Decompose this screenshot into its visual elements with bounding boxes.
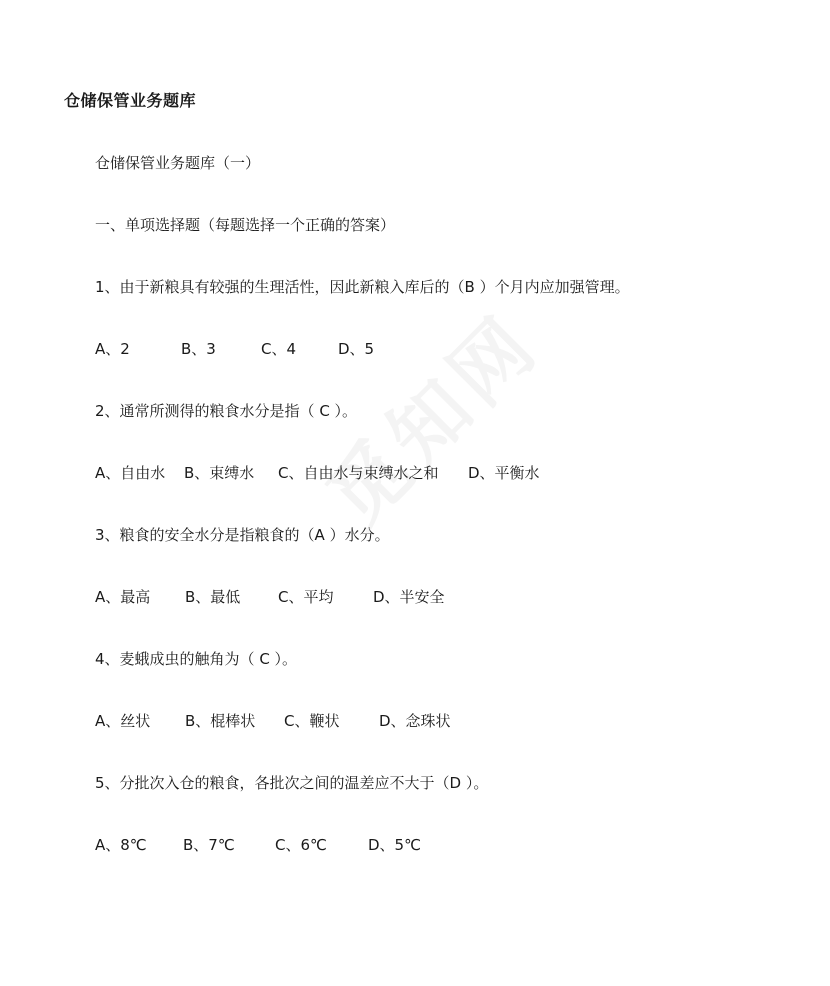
question-3-options <box>95 586 445 608</box>
document-subtitle: 仓储保管业务题库（一） <box>95 154 261 172</box>
option-c: C、平均 <box>278 588 334 606</box>
section-heading: 一、单项选择题（每题选择一个正确的答案） <box>95 216 396 234</box>
option-b: B、3 <box>181 340 216 358</box>
option-c: C、4 <box>261 340 297 358</box>
option-a: A、最高 <box>95 588 151 606</box>
option-a: A、自由水 <box>95 464 166 482</box>
question-4-text: 4、麦蛾成虫的触角为（ C ）。 <box>95 650 298 668</box>
option-b: B、最低 <box>185 588 241 606</box>
option-b: B、7℃ <box>183 836 235 854</box>
option-c: C、自由水与束缚水之和 <box>278 464 439 482</box>
question-1-text: 1、由于新粮具有较强的生理活性，因此新粮入库后的（B ）个月内应加强管理。 <box>95 278 630 296</box>
option-b: B、束缚水 <box>184 464 255 482</box>
question-5-text: 5、分批次入仓的粮食，各批次之间的温差应不大于（D ）。 <box>95 774 489 792</box>
option-d: D、半安全 <box>373 588 445 606</box>
option-d: D、5℃ <box>368 836 421 854</box>
option-a: A、8℃ <box>95 836 147 854</box>
option-a: A、丝状 <box>95 712 151 730</box>
option-c: C、鞭状 <box>284 712 340 730</box>
question-5-options <box>95 834 421 856</box>
option-d: D、5 <box>338 340 375 358</box>
option-c: C、6℃ <box>275 836 327 854</box>
question-1-options <box>95 338 374 360</box>
question-2-text: 2、通常所测得的粮食水分是指（ C ）。 <box>95 402 358 420</box>
option-d: D、平衡水 <box>468 464 540 482</box>
question-3-text: 3、粮食的安全水分是指粮食的（A ）水分。 <box>95 526 390 544</box>
option-a: A、2 <box>95 340 130 358</box>
question-2-options <box>95 462 540 484</box>
option-b: B、棍棒状 <box>185 712 256 730</box>
document-title: 仓储保管业务题库 <box>64 91 197 110</box>
option-d: D、念珠状 <box>379 712 451 730</box>
question-4-options <box>95 710 451 732</box>
